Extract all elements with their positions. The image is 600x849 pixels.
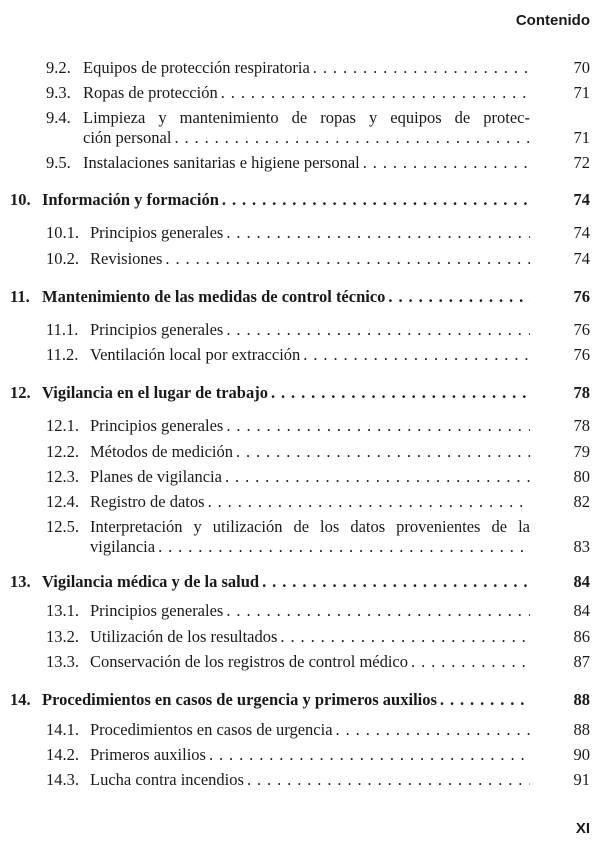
entry-title: vigilancia [90, 537, 156, 556]
dot-leader [437, 690, 530, 710]
entry-page-number: 72 [573, 153, 590, 172]
entry-page-number: 74 [573, 249, 590, 268]
entry-page-number: 88 [573, 720, 590, 739]
toc-section-entry [0, 58, 600, 78]
entry-title: Principios generales [90, 416, 224, 435]
toc-chapter-entry [0, 190, 600, 210]
entry-page-number: 90 [573, 745, 590, 764]
entry-number: 10.1. [46, 223, 79, 242]
entry-page-number: 74 [573, 190, 590, 209]
toc-section-entry [0, 442, 600, 462]
dot-leader [268, 383, 530, 403]
entry-title: Ropas de protección [83, 83, 218, 102]
toc-section-entry [0, 416, 600, 436]
dot-leader [300, 345, 530, 365]
entry-title: Principios generales [90, 223, 224, 242]
toc-section-entry [0, 153, 600, 173]
entry-number: 12.4. [46, 492, 79, 511]
toc-section-entry [0, 517, 600, 537]
entry-page-number: 80 [573, 467, 590, 486]
entry-number: 12. [10, 383, 31, 402]
entry-title: Conservación de los registros de control médico [90, 652, 409, 671]
dot-leader [171, 128, 530, 148]
dot-leader [223, 601, 530, 621]
entry-page-number: 74 [573, 223, 590, 242]
entry-number: 9.4. [46, 108, 71, 127]
entry-number: 11. [10, 287, 30, 306]
entry-title: Instalaciones sanitarias e higiene personal [83, 153, 360, 172]
entry-number: 12.3. [46, 467, 79, 486]
entry-page-number: 82 [573, 492, 590, 511]
toc-section-entry [0, 492, 600, 512]
toc-section-entry [0, 108, 600, 128]
entry-number: 12.1. [46, 416, 79, 435]
toc-section-entry [0, 223, 600, 243]
toc-chapter-entry [0, 572, 600, 592]
dot-leader [223, 223, 530, 243]
entry-number: 12.2. [46, 442, 79, 461]
entry-title: Equipos de protección respiratoria [83, 58, 310, 77]
entry-page-number: 71 [573, 128, 590, 147]
entry-title: Limpieza y mantenimiento de ropas y equipos de protec- [83, 108, 530, 127]
entry-number: 12.5. [46, 517, 79, 536]
toc-section-entry [0, 128, 600, 148]
entry-title: Registro de datos [90, 492, 205, 511]
toc-chapter-entry [0, 690, 600, 710]
running-header: Contenido [515, 12, 590, 29]
entry-page-number: 79 [573, 442, 590, 461]
entry-title: Métodos de medición [90, 442, 233, 461]
entry-page-number: 84 [573, 572, 590, 591]
toc-section-entry [0, 770, 600, 790]
entry-title: Interpretación y utilización de los datos provenientes de la [90, 517, 530, 536]
entry-number: 13. [10, 572, 31, 591]
entry-title: Utilización de los resultados [90, 627, 278, 646]
entry-number: 14.3. [46, 770, 79, 789]
page-folio: XI [575, 820, 590, 837]
entry-page-number: 87 [573, 652, 590, 671]
toc-section-entry [0, 652, 600, 672]
entry-title: Principios generales [90, 601, 224, 620]
entry-number: 13.3. [46, 652, 79, 671]
entry-page-number: 86 [573, 627, 590, 646]
toc-chapter-entry [0, 287, 600, 307]
entry-page-number: 84 [573, 601, 590, 620]
toc-section-entry [0, 467, 600, 487]
entry-number: 9.5. [46, 153, 71, 172]
dot-leader [223, 320, 530, 340]
entry-page-number: 76 [573, 345, 590, 364]
entry-page-number: 91 [573, 770, 590, 789]
dot-leader [277, 627, 530, 647]
entry-page-number: 83 [573, 537, 590, 556]
entry-title: Información y formación [42, 190, 219, 209]
toc-section-entry [0, 745, 600, 765]
toc-chapter-entry [0, 383, 600, 403]
entry-title: Procedimientos en casos de urgencia [90, 720, 333, 739]
entry-number: 14. [10, 690, 31, 709]
entry-number: 10. [10, 190, 31, 209]
entry-number: 14.1. [46, 720, 79, 739]
entry-number: 14.2. [46, 745, 79, 764]
toc-section-entry [0, 320, 600, 340]
entry-page-number: 76 [573, 320, 590, 339]
dot-leader [259, 572, 530, 592]
toc-section-entry [0, 627, 600, 647]
entry-page-number: 88 [573, 690, 590, 709]
entry-number: 11.1. [46, 320, 79, 339]
entry-title: ción personal [83, 128, 172, 147]
dot-leader [408, 652, 530, 672]
dot-leader [222, 467, 530, 487]
dot-leader [310, 58, 530, 78]
toc-section-entry [0, 249, 600, 269]
toc-section-entry [0, 83, 600, 103]
entry-page-number: 76 [573, 287, 590, 306]
entry-title: Ventilación local por extracción [90, 345, 301, 364]
entry-number: 13.1. [46, 601, 79, 620]
entry-page-number: 71 [573, 83, 590, 102]
dot-leader [233, 442, 530, 462]
toc-section-entry [0, 601, 600, 621]
entry-number: 9.2. [46, 58, 71, 77]
entry-page-number: 78 [573, 416, 590, 435]
entry-number: 9.3. [46, 83, 71, 102]
dot-leader [219, 190, 530, 210]
entry-number: 10.2. [46, 249, 79, 268]
entry-title: Lucha contra incendios [90, 770, 244, 789]
dot-leader [155, 537, 530, 557]
dot-leader [218, 83, 530, 103]
entry-page-number: 70 [573, 58, 590, 77]
entry-title: Primeros auxilios [90, 745, 206, 764]
dot-leader [162, 249, 530, 269]
entry-title: Vigilancia en el lugar de trabajo [42, 383, 268, 402]
dot-leader [360, 153, 530, 173]
entry-number: 11.2. [46, 345, 79, 364]
entry-title: Planes de vigilancia [90, 467, 222, 486]
entry-title: Principios generales [90, 320, 224, 339]
entry-number: 13.2. [46, 627, 79, 646]
dot-leader [244, 770, 530, 790]
entry-title: Mantenimiento de las medidas de control técnico [42, 287, 386, 306]
dot-leader [223, 416, 530, 436]
entry-page-number: 78 [573, 383, 590, 402]
entry-title: Procedimientos en casos de urgencia y primeros auxilios [42, 690, 437, 709]
dot-leader [333, 720, 530, 740]
toc-section-entry [0, 720, 600, 740]
dot-leader [206, 745, 530, 765]
toc-section-entry [0, 345, 600, 365]
dot-leader [205, 492, 530, 512]
dot-leader [385, 287, 530, 307]
entry-title: Vigilancia médica y de la salud [42, 572, 260, 591]
entry-title: Revisiones [90, 249, 163, 268]
toc-section-entry [0, 537, 600, 557]
